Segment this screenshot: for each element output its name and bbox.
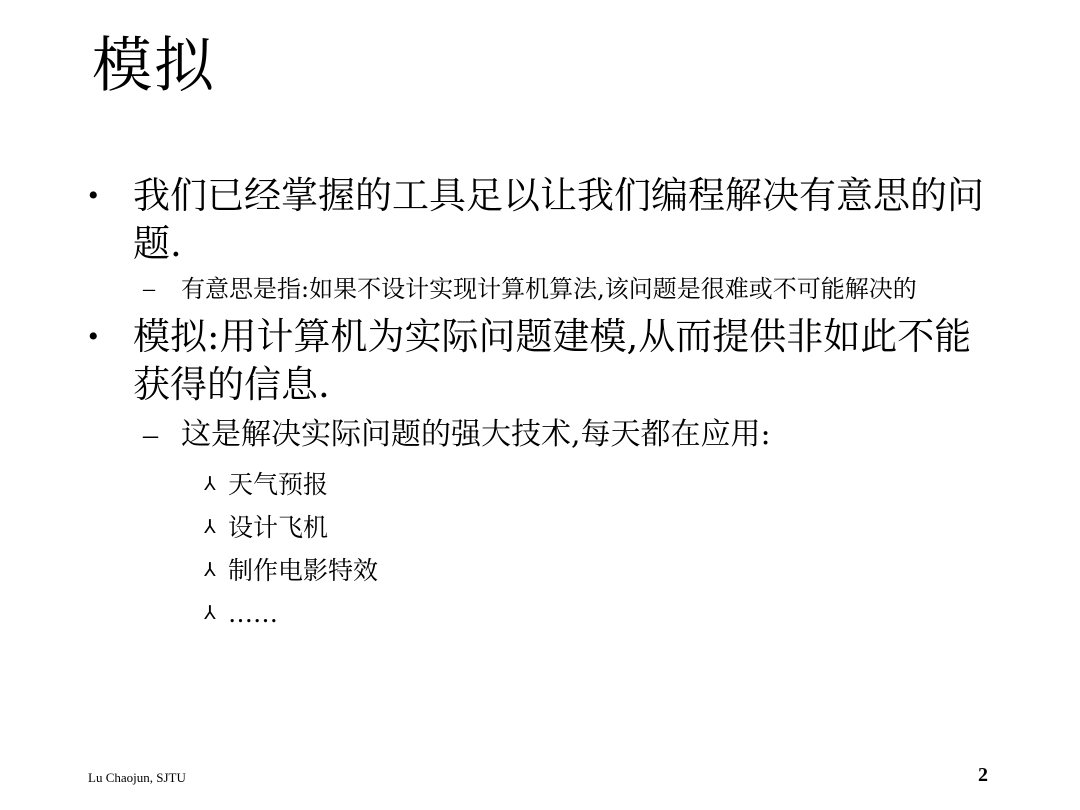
list-item-text: …… — [228, 599, 278, 628]
triangle-bullet-icon: ⅄ — [204, 473, 216, 495]
bullet-marker: • — [88, 179, 99, 212]
bullet-text: 我们已经掌握的工具足以让我们编程解决有意思的问题. — [133, 174, 984, 265]
triangle-bullet-icon: ⅄ — [204, 559, 216, 581]
list-item-text: 天气预报 — [228, 470, 329, 499]
triangle-bullet-icon: ⅄ — [204, 602, 216, 624]
slide-title: 模拟 — [92, 31, 216, 101]
sub-bullet-item — [88, 415, 991, 455]
bullet-marker: • — [88, 320, 99, 353]
footer-author: Lu Chaojun, SJTU — [88, 770, 186, 785]
bullet-text: 模拟:用计算机为实际问题建模,从而提供非如此不能获得的信息. — [133, 315, 972, 406]
list-item-text: 制作电影特效 — [228, 556, 379, 585]
list-item — [88, 549, 988, 592]
bullet-item — [88, 172, 988, 268]
sub-bullet-item — [88, 274, 991, 305]
bullet-item — [88, 313, 988, 409]
list-item — [88, 463, 988, 506]
sub-bullet-text: 这是解决实际问题的强大技术,每天都在应用: — [181, 417, 771, 452]
dash-marker: – — [143, 276, 155, 302]
dash-marker: – — [143, 418, 158, 451]
sub-bullet-text: 有意思是指:如果不设计实现计算机算法,该问题是很难或不可能解决的 — [181, 275, 917, 303]
triangle-bullet-icon: ⅄ — [204, 516, 216, 538]
list-item — [88, 592, 988, 635]
list-item — [88, 506, 988, 549]
slide-content — [88, 172, 988, 635]
list-item-text: 设计飞机 — [228, 513, 329, 542]
page-number: 2 — [978, 764, 988, 786]
